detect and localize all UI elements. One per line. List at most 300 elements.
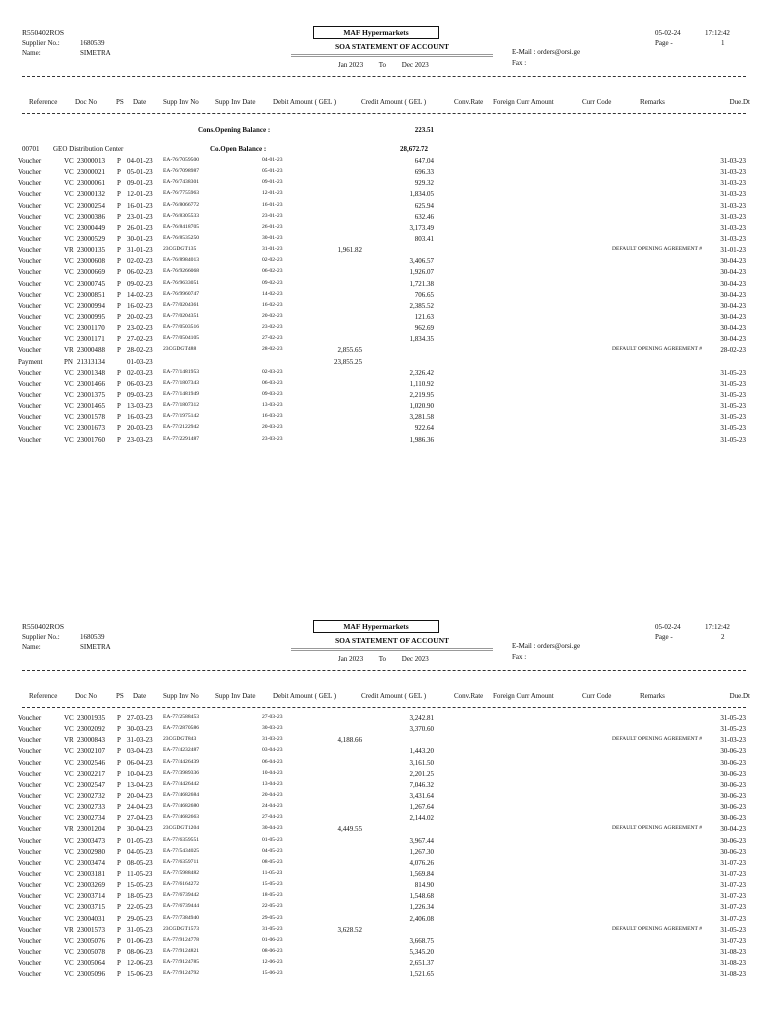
row-due-date: 31-03-23	[720, 157, 746, 165]
row-supp-inv-no: EA-77/9124821	[163, 947, 200, 954]
row-supp-inv-date: 12-01-23	[262, 190, 283, 197]
row-supp-inv-no: EA-77/1807343	[163, 379, 200, 386]
col-foreign-amount: Foreign Curr Amount	[493, 98, 554, 106]
row-doc-no: 23004031	[77, 914, 105, 923]
row-supp-inv-no: EA-77/4232487	[163, 747, 200, 754]
row-due-date: 31-08-23	[720, 959, 746, 968]
row-reference: Voucher	[18, 803, 42, 812]
row-date: 12-01-23	[127, 190, 153, 199]
row-voucher-type: VC	[64, 335, 74, 344]
table-row	[0, 436, 768, 447]
row-due-date: 31-07-23	[720, 858, 746, 867]
row-debit-amount: 4,188.66	[337, 736, 362, 745]
table-row	[0, 268, 768, 279]
row-ps: P	[117, 881, 121, 890]
row-reference: Voucher	[18, 747, 42, 756]
row-voucher-type: VC	[64, 168, 74, 177]
row-supp-inv-no: EA-77/7384940	[163, 914, 200, 921]
row-credit-amount: 929.32	[414, 179, 434, 188]
row-ps: P	[117, 925, 121, 934]
company-name: MAF Hypermarkets	[313, 26, 439, 39]
row-due-date: 30-06-23	[720, 747, 746, 756]
row-date: 04-05-23	[127, 847, 153, 856]
row-doc-no: 23000608	[77, 257, 105, 266]
row-voucher-type: VR	[64, 925, 74, 934]
report-header-right	[655, 28, 730, 48]
row-credit-amount: 3,431.64	[409, 791, 434, 800]
row-supp-inv-no: EA-77/2291487	[163, 435, 200, 442]
table-row	[0, 825, 768, 836]
row-date: 26-01-23	[127, 223, 153, 232]
row-supp-inv-date: 02-02-23	[262, 257, 283, 264]
col-credit: Credit Amount ( GEL )	[361, 692, 427, 700]
report-header-left	[22, 622, 111, 652]
row-due-date: 31-03-23	[720, 736, 746, 745]
row-due-date: 30-06-23	[720, 836, 746, 845]
row-supp-inv-date: 03-04-23	[262, 747, 283, 754]
row-doc-no: 23000021	[77, 168, 105, 177]
row-ps: P	[117, 959, 121, 968]
row-doc-no: 23000135	[77, 246, 105, 255]
row-doc-no: 23001578	[77, 413, 105, 422]
row-supp-inv-no: EA-77/6739444	[163, 903, 200, 910]
row-supp-inv-no: 23CGDGT488	[163, 346, 197, 353]
row-due-date: 31-07-23	[720, 936, 746, 945]
row-supp-inv-no: EA-76/8535250	[163, 234, 200, 241]
row-due-date: 30-06-23	[720, 847, 746, 856]
row-credit-amount: 632.46	[414, 212, 434, 221]
table-row	[0, 424, 768, 435]
row-ps: P	[117, 290, 121, 299]
row-date: 24-04-23	[127, 803, 153, 812]
company-name: MAF Hypermarkets	[313, 620, 439, 633]
row-supp-inv-date: 31-05-23	[262, 925, 283, 932]
row-voucher-type: VC	[64, 881, 74, 890]
row-credit-amount: 803.41	[414, 234, 434, 243]
row-date: 02-03-23	[127, 368, 153, 377]
row-reference: Voucher	[18, 190, 42, 199]
row-date: 03-04-23	[127, 747, 153, 756]
col-debit: Debit Amount ( GEL )	[273, 692, 337, 700]
row-supp-inv-date: 13-04-23	[262, 780, 283, 787]
table-row	[0, 937, 768, 948]
row-credit-amount: 2,406.08	[409, 914, 434, 923]
row-date: 30-04-23	[127, 825, 153, 834]
row-credit-amount: 4,076.26	[409, 858, 434, 867]
divider	[22, 707, 746, 708]
row-due-date: 31-03-23	[720, 179, 746, 188]
row-voucher-type: VR	[64, 346, 74, 355]
row-remarks: DEFAULT OPENING AGREEMENT #	[612, 246, 703, 253]
row-voucher-type: VC	[64, 780, 74, 789]
supplier-no: 1680539	[80, 39, 105, 47]
divider	[22, 76, 746, 77]
row-supp-inv-date: 01-05-23	[262, 836, 283, 843]
row-ps: P	[117, 379, 121, 388]
divider	[22, 113, 746, 114]
row-reference: Voucher	[18, 435, 42, 444]
row-reference: Voucher	[18, 903, 42, 912]
col-credit: Credit Amount ( GEL )	[361, 98, 427, 106]
row-voucher-type: VC	[64, 268, 74, 277]
row-due-date: 30-04-23	[720, 312, 746, 321]
row-reference: Voucher	[18, 335, 42, 344]
row-ps: P	[117, 936, 121, 945]
email: orders@orsi.ge	[537, 48, 581, 56]
row-ps: P	[117, 279, 121, 288]
transaction-table	[0, 714, 768, 981]
row-credit-amount: 647.04	[414, 157, 434, 165]
row-reference: Voucher	[18, 168, 42, 177]
row-credit-amount: 1,443.20	[409, 747, 434, 756]
row-doc-no: 23005096	[77, 970, 105, 979]
row-date: 13-04-23	[127, 780, 153, 789]
col-due-date: Due.Dt	[729, 692, 750, 700]
row-doc-no: 23000529	[77, 234, 105, 243]
table-row	[0, 725, 768, 736]
row-date: 27-02-23	[127, 335, 153, 344]
row-voucher-type: VC	[64, 892, 74, 901]
row-voucher-type: VC	[64, 903, 74, 912]
row-reference: Voucher	[18, 970, 42, 979]
row-voucher-type: VR	[64, 246, 74, 255]
col-conv-rate: Conv.Rate	[454, 692, 484, 700]
row-reference: Voucher	[18, 346, 42, 355]
row-supp-inv-date: 31-03-23	[262, 736, 283, 743]
row-voucher-type: VC	[64, 234, 74, 243]
table-row	[0, 870, 768, 881]
supplier-name-label: Name:	[22, 49, 41, 57]
row-due-date: 31-05-23	[720, 402, 746, 411]
row-reference: Voucher	[18, 257, 42, 266]
row-voucher-type: VC	[64, 424, 74, 433]
row-debit-amount: 3,628.52	[337, 925, 362, 934]
period-from: Jan 2023	[338, 655, 364, 663]
row-doc-no: 23000061	[77, 179, 105, 188]
table-row	[0, 291, 768, 302]
row-credit-amount: 3,967.44	[409, 836, 434, 845]
table-row	[0, 257, 768, 268]
row-doc-no: 23003715	[77, 903, 105, 912]
row-date: 27-03-23	[127, 714, 153, 722]
page-number: 2	[721, 633, 725, 641]
supplier-no-label: Supplier No.:	[22, 39, 60, 47]
supplier-name: SIMETRA	[80, 643, 111, 651]
row-voucher-type: VC	[64, 190, 74, 199]
row-supp-inv-date: 20-04-23	[262, 791, 283, 798]
row-voucher-type: VC	[64, 959, 74, 968]
row-voucher-type: VC	[64, 201, 74, 210]
row-due-date: 31-05-23	[720, 368, 746, 377]
table-row	[0, 747, 768, 758]
table-row	[0, 224, 768, 235]
row-supp-inv-date: 27-02-23	[262, 335, 283, 342]
row-credit-amount: 1,569.84	[409, 869, 434, 878]
row-reference: Voucher	[18, 714, 42, 722]
row-reference: Voucher	[18, 769, 42, 778]
table-row	[0, 881, 768, 892]
row-supp-inv-no: EA-77/3989336	[163, 769, 200, 776]
row-credit-amount: 625.94	[414, 201, 434, 210]
row-supp-inv-date: 22-05-23	[262, 903, 283, 910]
row-debit-amount: 1,961.82	[337, 246, 362, 255]
row-credit-amount: 3,406.57	[409, 257, 434, 266]
row-supp-inv-no: EA-76/7755963	[163, 190, 200, 197]
row-supp-inv-no: EA-77/1975142	[163, 413, 200, 420]
email-label: E-Mail :	[512, 642, 536, 650]
report-code: R550402ROS	[22, 28, 65, 37]
row-supp-inv-date: 06-03-23	[262, 379, 283, 386]
row-voucher-type: VC	[64, 947, 74, 956]
row-supp-inv-date: 23-02-23	[262, 324, 283, 331]
row-reference: Voucher	[18, 246, 42, 255]
row-reference: Voucher	[18, 736, 42, 745]
table-row	[0, 202, 768, 213]
row-due-date: 30-04-23	[720, 257, 746, 266]
row-date: 23-01-23	[127, 212, 153, 221]
row-date: 16-01-23	[127, 201, 153, 210]
row-due-date: 31-07-23	[720, 881, 746, 890]
row-supp-inv-date: 09-01-23	[262, 179, 283, 186]
row-date: 08-05-23	[127, 858, 153, 867]
row-supp-inv-no: 23CGDGT135	[163, 246, 197, 253]
row-due-date: 31-05-23	[720, 413, 746, 422]
row-voucher-type: VC	[64, 413, 74, 422]
transaction-table	[0, 157, 768, 447]
row-supp-inv-date: 16-01-23	[262, 201, 283, 208]
row-date: 16-03-23	[127, 413, 153, 422]
row-date: 16-02-23	[127, 301, 153, 310]
row-ps: P	[117, 201, 121, 210]
email: orders@orsi.ge	[537, 642, 581, 650]
row-ps: P	[117, 179, 121, 188]
row-supp-inv-no: EA-77/2588453	[163, 714, 200, 720]
row-voucher-type: VC	[64, 223, 74, 232]
table-row	[0, 859, 768, 870]
row-due-date: 30-04-23	[720, 290, 746, 299]
row-reference: Voucher	[18, 947, 42, 956]
row-supp-inv-date: 15-06-23	[262, 970, 283, 977]
col-doc-no: Doc No	[75, 692, 97, 700]
row-supp-inv-date: 10-04-23	[262, 769, 283, 776]
row-reference: Voucher	[18, 157, 42, 165]
row-doc-no: 23001760	[77, 435, 105, 444]
row-voucher-type: VC	[64, 914, 74, 923]
row-doc-no: 23000013	[77, 157, 105, 165]
row-ps: P	[117, 970, 121, 979]
row-supp-inv-no: EA-77/2870586	[163, 725, 200, 732]
row-reference: Voucher	[18, 301, 42, 310]
row-due-date: 31-07-23	[720, 869, 746, 878]
row-supp-inv-no: EA-77/4426442	[163, 780, 200, 787]
row-voucher-type: VC	[64, 368, 74, 377]
row-reference: Voucher	[18, 402, 42, 411]
row-ps: P	[117, 190, 121, 199]
row-reference: Voucher	[18, 858, 42, 867]
row-reference: Voucher	[18, 892, 42, 901]
row-reference: Voucher	[18, 780, 42, 789]
row-ps: P	[117, 413, 121, 422]
row-reference: Voucher	[18, 825, 42, 834]
row-voucher-type: VC	[64, 836, 74, 845]
col-reference: Reference	[29, 98, 58, 106]
row-doc-no: 23002734	[77, 814, 105, 823]
row-voucher-type: VC	[64, 324, 74, 333]
row-due-date: 28-02-23	[720, 346, 746, 355]
row-ps: P	[117, 869, 121, 878]
table-row	[0, 213, 768, 224]
row-due-date: 31-07-23	[720, 903, 746, 912]
row-doc-no: 23002546	[77, 758, 105, 767]
row-remarks: DEFAULT OPENING AGREEMENT #	[612, 346, 703, 353]
row-reference: Voucher	[18, 725, 42, 734]
row-remarks: DEFAULT OPENING AGREEMENT #	[612, 825, 703, 832]
row-voucher-type: VC	[64, 803, 74, 812]
col-supp-inv-date: Supp Inv Date	[215, 692, 256, 700]
row-reference: Voucher	[18, 424, 42, 433]
row-reference: Voucher	[18, 758, 42, 767]
row-voucher-type: VC	[64, 312, 74, 321]
page-label: Page -	[655, 39, 673, 47]
row-supp-inv-no: EA-77/5988482	[163, 869, 200, 876]
row-due-date: 30-06-23	[720, 780, 746, 789]
row-supp-inv-no: EA-77/6164272	[163, 881, 200, 888]
period-to: Dec 2023	[401, 61, 429, 69]
row-due-date: 30-06-23	[720, 814, 746, 823]
row-ps: P	[117, 825, 121, 834]
row-supp-inv-date: 04-01-23	[262, 157, 283, 163]
row-voucher-type: VC	[64, 379, 74, 388]
table-row	[0, 380, 768, 391]
row-date: 30-01-23	[127, 234, 153, 243]
row-supp-inv-date: 01-06-23	[262, 936, 283, 943]
row-reference: Voucher	[18, 390, 42, 399]
table-row	[0, 302, 768, 313]
row-voucher-type: VC	[64, 290, 74, 299]
row-ps: P	[117, 246, 121, 255]
table-row	[0, 814, 768, 825]
row-ps: P	[117, 725, 121, 734]
row-date: 04-01-23	[127, 157, 153, 165]
row-reference: Voucher	[18, 201, 42, 210]
row-supp-inv-date: 08-06-23	[262, 947, 283, 954]
table-row	[0, 792, 768, 803]
row-supp-inv-date: 02-03-23	[262, 368, 283, 375]
supplier-name: SIMETRA	[80, 49, 111, 57]
row-credit-amount: 3,668.75	[409, 936, 434, 945]
row-doc-no: 23003181	[77, 869, 105, 878]
table-row	[0, 892, 768, 903]
row-supp-inv-no: EA-77/0504105	[163, 335, 200, 342]
table-row	[0, 837, 768, 848]
table-row	[0, 391, 768, 402]
row-supp-inv-date: 12-06-23	[262, 959, 283, 966]
row-supp-inv-no: EA-77/5434025	[163, 847, 200, 854]
row-credit-amount: 814.90	[414, 881, 434, 890]
email-label: E-Mail :	[512, 48, 536, 56]
row-voucher-type: VC	[64, 179, 74, 188]
row-ps: P	[117, 780, 121, 789]
table-row	[0, 803, 768, 814]
column-headers	[0, 98, 768, 108]
row-due-date: 30-06-23	[720, 758, 746, 767]
row-credit-amount: 3,161.50	[409, 758, 434, 767]
row-supp-inv-date: 15-05-23	[262, 881, 283, 888]
row-credit-amount: 2,144.02	[409, 814, 434, 823]
row-credit-amount: 1,267.30	[409, 847, 434, 856]
row-date: 22-05-23	[127, 903, 153, 912]
row-reference: Voucher	[18, 179, 42, 188]
report-time: 17:12:42	[705, 29, 730, 37]
row-doc-no: 23000851	[77, 290, 105, 299]
row-date: 09-01-23	[127, 179, 153, 188]
row-doc-no: 23000386	[77, 212, 105, 221]
row-ps: P	[117, 335, 121, 344]
row-doc-no: 23003474	[77, 858, 105, 867]
row-due-date: 31-03-23	[720, 201, 746, 210]
table-row	[0, 346, 768, 357]
row-supp-inv-no: EA-77/0204351	[163, 312, 200, 319]
row-doc-no: 23000132	[77, 190, 105, 199]
row-credit-amount: 3,242.81	[409, 714, 434, 722]
row-voucher-type: VC	[64, 725, 74, 734]
row-voucher-type: VC	[64, 791, 74, 800]
row-date: 01-05-23	[127, 836, 153, 845]
table-row	[0, 781, 768, 792]
row-reference: Voucher	[18, 814, 42, 823]
table-row	[0, 313, 768, 324]
col-debit: Debit Amount ( GEL )	[273, 98, 337, 106]
row-supp-inv-no: EA-77/1481953	[163, 368, 200, 375]
row-doc-no: 23001935	[77, 714, 105, 722]
col-curr-code: Curr Code	[582, 98, 612, 106]
row-debit-amount: 23,855.25	[334, 357, 362, 366]
row-voucher-type: VC	[64, 212, 74, 221]
row-voucher-type: VC	[64, 279, 74, 288]
row-debit-amount: 2,855.65	[337, 346, 362, 355]
company-branch-name: GEO Distribution Center	[53, 145, 124, 153]
row-credit-amount: 1,020.90	[409, 402, 434, 411]
row-credit-amount: 1,226.34	[409, 903, 434, 912]
table-row	[0, 402, 768, 413]
row-supp-inv-date: 27-04-23	[262, 814, 283, 821]
row-ps: P	[117, 903, 121, 912]
row-supp-inv-date: 08-05-23	[262, 858, 283, 865]
table-row	[0, 168, 768, 179]
cons-opening-balance-row	[0, 126, 768, 138]
row-supp-inv-date: 30-03-23	[262, 725, 283, 732]
row-supp-inv-no: EA-76/7438301	[163, 179, 200, 186]
row-ps: P	[117, 268, 121, 277]
row-due-date: 31-03-23	[720, 190, 746, 199]
row-ps: P	[117, 368, 121, 377]
row-debit-amount: 4,449.55	[337, 825, 362, 834]
row-supp-inv-no: EA-77/6359711	[163, 858, 199, 865]
row-supp-inv-no: EA-77/1807312	[163, 402, 200, 409]
row-supp-inv-no: EA-77/0503516	[163, 324, 200, 331]
period-to-label: To	[378, 655, 387, 663]
row-ps: P	[117, 435, 121, 444]
row-voucher-type: VC	[64, 869, 74, 878]
row-doc-no: 23005078	[77, 947, 105, 956]
row-doc-no: 23001171	[77, 335, 105, 344]
row-doc-no: 23001375	[77, 390, 105, 399]
table-row	[0, 970, 768, 981]
row-reference: Voucher	[18, 223, 42, 232]
row-date: 18-05-23	[127, 892, 153, 901]
row-voucher-type: VC	[64, 390, 74, 399]
row-credit-amount: 1,834.35	[409, 335, 434, 344]
